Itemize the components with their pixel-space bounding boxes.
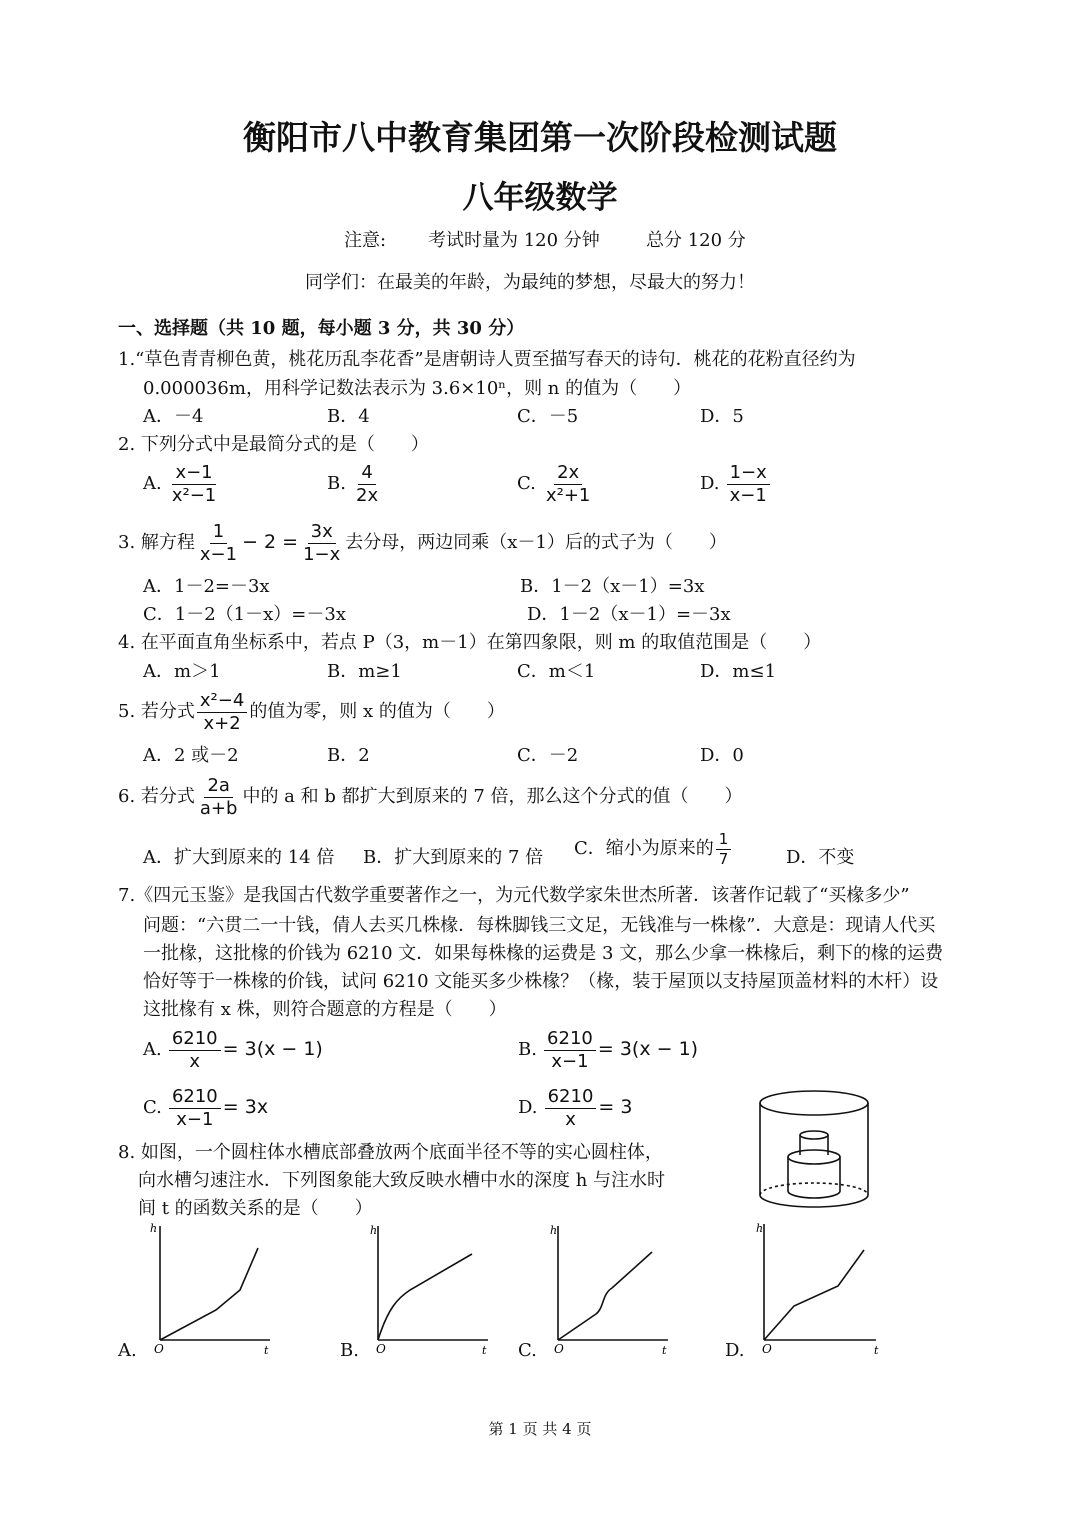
q4-option-c: C．m＜1 bbox=[517, 661, 596, 682]
q7-b-label: B. bbox=[518, 1039, 537, 1060]
q1-option-d: D．5 bbox=[700, 406, 744, 427]
q5-post: 的值为零，则 x 的值为（ ） bbox=[249, 701, 505, 722]
q5-option-c: C．－2 bbox=[517, 745, 579, 766]
q8-graph-c bbox=[546, 1218, 681, 1358]
q2-a-label: A. bbox=[143, 473, 162, 494]
q6-den: a+b bbox=[199, 798, 238, 819]
q7-c-num: 6210 bbox=[169, 1086, 221, 1109]
q6-post: 中的 a 和 b 都扩大到原来的 7 倍，那么这个分式的值（ ） bbox=[242, 786, 743, 807]
q2-stem: 2. 下列分式中是最简分式的是（ ） bbox=[118, 434, 429, 455]
q7-option-a bbox=[143, 1028, 323, 1073]
q7-c-fraction bbox=[169, 1086, 221, 1131]
q3-f1-num: 1 bbox=[210, 521, 227, 544]
q1-line2: 0.000036m，用科学记数法表示为 3.6×10ⁿ，则 n 的值为（ ） bbox=[143, 378, 692, 399]
q2-d-fraction bbox=[727, 462, 770, 507]
q1-option-b: B．4 bbox=[327, 406, 370, 427]
q3-f2-num: 3x bbox=[308, 521, 336, 544]
q7-line3: 一批椽，这批椽的价钱为 6210 文．如果每株椽的运费是 3 文，那么少拿一株椽后，剩下的椽的运费 bbox=[143, 943, 944, 964]
q3-f2-den: 1−x bbox=[303, 544, 341, 565]
q2-c-label: C. bbox=[517, 473, 536, 494]
q7-d-fraction bbox=[545, 1086, 597, 1131]
q3-mid: − 2 = bbox=[242, 531, 299, 553]
q3-option-b: B．1－2（x－1）=3x bbox=[520, 576, 705, 597]
q3-fraction-1 bbox=[197, 521, 240, 566]
q6-option-b: B．扩大到原来的 7 倍 bbox=[363, 847, 544, 868]
q2-d-label: D. bbox=[700, 473, 720, 494]
q7-option-c bbox=[143, 1086, 268, 1131]
q8-line2: 向水槽匀速注水．下列图象能大致反映水槽中水的深度 h 与注水时 bbox=[138, 1170, 666, 1191]
q5-pre: 5. 若分式 bbox=[118, 701, 195, 722]
q8-graph-d bbox=[752, 1216, 887, 1358]
q8-graph-c-h: h bbox=[550, 1224, 558, 1237]
q8-graph-a-o: O bbox=[154, 1342, 164, 1356]
exam-time: 考试时量为 120 分钟 bbox=[428, 230, 600, 251]
q8-graph-b bbox=[366, 1218, 501, 1358]
q2-a-num: x−1 bbox=[172, 462, 215, 485]
q2-option-d bbox=[700, 462, 772, 507]
q2-option-b bbox=[327, 462, 383, 507]
q5-fraction bbox=[197, 690, 247, 735]
q8-graph-b-t: t bbox=[482, 1344, 487, 1357]
q5-num: x²−4 bbox=[197, 690, 247, 713]
q3-f1-den: x−1 bbox=[199, 544, 238, 565]
q3-fraction-2 bbox=[300, 521, 343, 566]
q6-fraction bbox=[197, 775, 241, 820]
q8-graph-d-curve bbox=[764, 1250, 864, 1340]
q5-option-b: B．2 bbox=[327, 745, 370, 766]
q2-a-den: x²−1 bbox=[171, 485, 217, 506]
q8-line1: 8. 如图，一个圆柱体水槽底部叠放两个底面半径不等的实心圆柱体， bbox=[118, 1142, 663, 1163]
motto: 同学们：在最美的年龄，为最纯的梦想，尽最大的努力！ bbox=[305, 272, 755, 293]
q7-a-fraction bbox=[169, 1028, 221, 1073]
q7-line1: 7.《四元玉鉴》是我国古代数学重要著作之一，为元代数学家朱世杰所著．该著作记载了“买椽多少” bbox=[118, 885, 910, 906]
q7-b-num: 6210 bbox=[544, 1028, 596, 1051]
section-heading: 一、选择题（共 10 题，每小题 3 分，共 30 分） bbox=[118, 318, 525, 339]
q7-b-rhs: = 3(x − 1) bbox=[597, 1038, 699, 1060]
q6-option-d: D．不变 bbox=[786, 847, 855, 868]
q2-option-c bbox=[517, 462, 595, 507]
q2-a-fraction bbox=[169, 462, 219, 507]
q7-a-label: A. bbox=[143, 1039, 162, 1060]
q5-den: x+2 bbox=[203, 713, 241, 734]
q2-c-num: 2x bbox=[554, 462, 582, 485]
q7-c-den: x−1 bbox=[176, 1109, 214, 1130]
q6-c-den: 7 bbox=[718, 850, 729, 868]
q7-a-den: x bbox=[189, 1051, 201, 1072]
q3-stem bbox=[118, 521, 727, 566]
q6-c-text: C．缩小为原来的 bbox=[574, 838, 714, 859]
q7-b-den: x−1 bbox=[551, 1051, 589, 1072]
q2-c-den: x²+1 bbox=[545, 485, 591, 506]
q7-c-rhs: = 3x bbox=[222, 1096, 269, 1118]
q6-option-c bbox=[574, 830, 733, 869]
q8-graph-c-label: C. bbox=[518, 1340, 537, 1361]
q8-graph-a-h: h bbox=[150, 1222, 158, 1235]
q8-graph-b-o: O bbox=[376, 1342, 386, 1356]
q8-graph-a-t: t bbox=[264, 1344, 269, 1357]
q8-graph-b-h: h bbox=[370, 1224, 378, 1237]
q8-graph-d-label: D. bbox=[725, 1340, 745, 1361]
q3-post: 去分母，两边同乘（x－1）后的式子为（ ） bbox=[345, 532, 727, 553]
q4-option-b: B．m≥1 bbox=[327, 661, 402, 682]
q3-pre: 3. 解方程 bbox=[118, 532, 195, 553]
q6-pre: 6. 若分式 bbox=[118, 786, 195, 807]
q2-c-fraction bbox=[543, 462, 593, 507]
q7-d-rhs: = 3 bbox=[598, 1096, 633, 1118]
q4-option-a: A．m＞1 bbox=[143, 661, 221, 682]
q7-d-label: D. bbox=[518, 1097, 538, 1118]
q7-line5: 这批椽有 x 株，则符合题意的方程是（ ） bbox=[143, 999, 507, 1020]
q8-graph-a-curve bbox=[160, 1248, 258, 1340]
q2-b-num: 4 bbox=[358, 462, 375, 485]
q5-option-d: D．0 bbox=[700, 745, 744, 766]
q7-a-rhs: = 3(x − 1) bbox=[222, 1038, 323, 1060]
q8-graph-d-t: t bbox=[874, 1344, 879, 1357]
q2-d-den: x−1 bbox=[729, 485, 767, 506]
q3-option-d: D．1－2（x－1）=－3x bbox=[527, 604, 731, 625]
q1-line1: 1.“草色青青柳色黄，桃花历乱李花香”是唐朝诗人贾至描写春天的诗句．桃花的花粉直径约为 bbox=[118, 349, 856, 370]
q6-option-a: A．扩大到原来的 14 倍 bbox=[143, 847, 335, 868]
q4-option-d: D．m≤1 bbox=[700, 661, 777, 682]
q7-option-d bbox=[518, 1086, 632, 1131]
q7-d-den: x bbox=[565, 1109, 576, 1130]
q1-option-c: C．－5 bbox=[517, 406, 579, 427]
q1-option-a: A．－4 bbox=[143, 406, 204, 427]
q8-graph-c-curve bbox=[558, 1252, 652, 1340]
q7-a-num: 6210 bbox=[169, 1028, 221, 1051]
q7-b-fraction bbox=[544, 1028, 596, 1073]
q8-graph-d-h: h bbox=[756, 1222, 764, 1235]
notice-label: 注意: bbox=[344, 230, 387, 251]
cylinder-tank-figure bbox=[752, 1085, 882, 1215]
q3-option-c: C．1－2（1－x）=－3x bbox=[143, 604, 346, 625]
q7-line4: 恰好等于一株椽的价钱，试问 6210 文能买多少株椽？（椽，装于屋顶以支持屋顶盖材料的木杆）设 bbox=[143, 971, 939, 992]
q8-graph-d-o: O bbox=[762, 1342, 772, 1356]
page-title: 衡阳市八中教育集团第一次阶段检测试题 bbox=[243, 118, 837, 157]
q8-graph-b-label: B. bbox=[340, 1340, 359, 1361]
q5-stem bbox=[118, 690, 505, 735]
q6-num: 2a bbox=[204, 775, 232, 798]
q2-b-label: B. bbox=[327, 473, 346, 494]
q2-b-den: 2x bbox=[356, 485, 379, 506]
q6-c-fraction bbox=[716, 830, 732, 869]
total-score: 总分 120 分 bbox=[646, 230, 746, 251]
page-footer: 第 1 页 共 4 页 bbox=[488, 1420, 592, 1438]
q8-graph-b-curve bbox=[378, 1254, 472, 1340]
q6-stem bbox=[118, 775, 743, 820]
q7-option-b bbox=[518, 1028, 698, 1073]
q7-c-label: C. bbox=[143, 1097, 162, 1118]
q8-line3: 间 t 的函数关系的是（ ） bbox=[138, 1198, 373, 1219]
q2-option-a bbox=[143, 462, 221, 507]
q6-c-num: 1 bbox=[716, 830, 732, 850]
q4-stem: 4. 在平面直角坐标系中，若点 P（3，m－1）在第四象限，则 m 的取值范围是（ ） bbox=[118, 632, 822, 653]
page-subtitle: 八年级数学 bbox=[462, 180, 618, 216]
q7-d-num: 6210 bbox=[545, 1086, 597, 1109]
q8-graph-a-label: A. bbox=[118, 1340, 137, 1361]
q8-graph-c-t: t bbox=[662, 1344, 667, 1357]
q7-line2: 问题：“六贯二一十钱，倩人去买几株椽．每株脚钱三文足，无钱准与一株椽”．大意是：现请人代买 bbox=[143, 915, 936, 936]
q5-option-a: A．2 或－2 bbox=[143, 745, 239, 766]
q8-graph-c-o: O bbox=[554, 1342, 564, 1356]
q8-graph-a bbox=[148, 1218, 283, 1358]
q3-option-a: A．1－2=－3x bbox=[143, 576, 270, 597]
q2-d-num: 1−x bbox=[727, 462, 770, 485]
q2-b-fraction bbox=[353, 462, 381, 507]
